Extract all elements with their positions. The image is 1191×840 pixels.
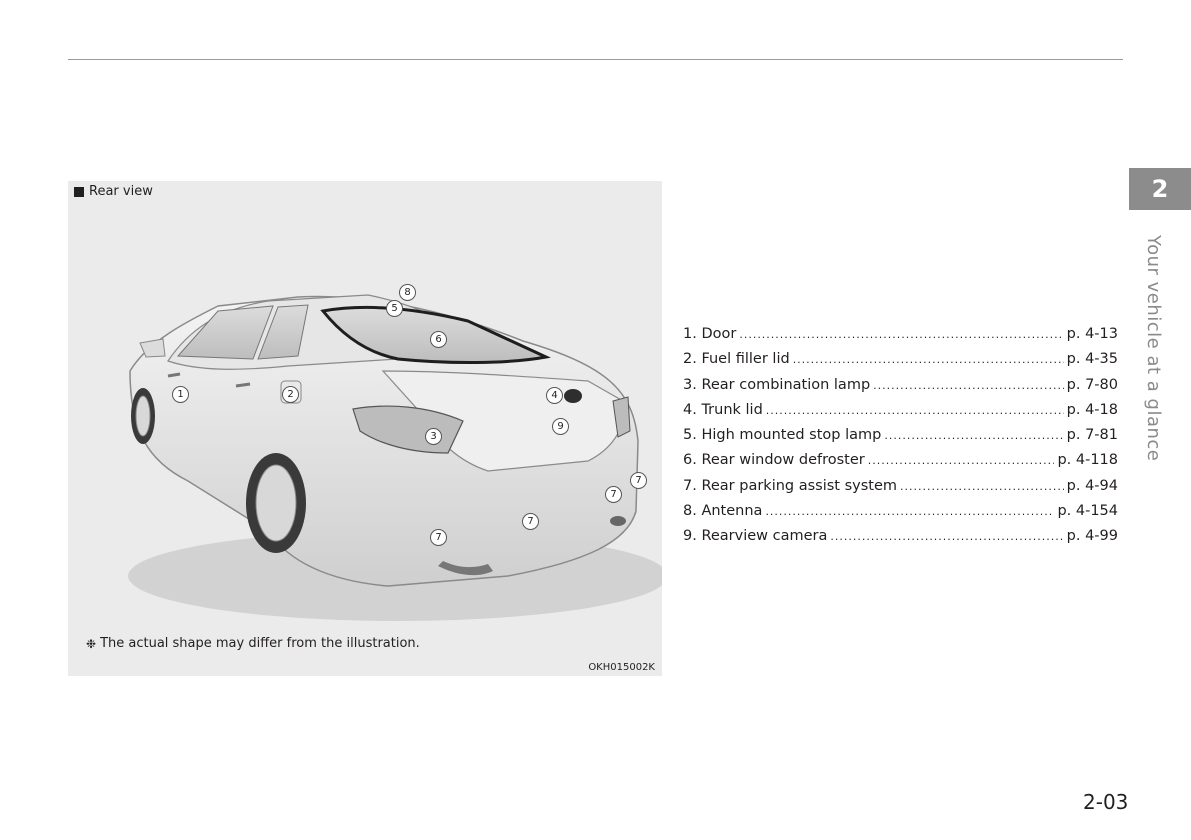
list-item	[683, 402, 1118, 427]
note-symbol: ❉	[86, 636, 97, 651]
callout-9: 9	[552, 418, 569, 435]
figure-heading	[74, 184, 153, 199]
item-label: 5. High mounted stop lamp	[683, 427, 882, 444]
leader-dots	[766, 404, 1064, 417]
leader-dots	[793, 353, 1064, 366]
item-label: 4. Trunk lid	[683, 401, 763, 418]
list-item	[683, 326, 1118, 351]
callout-6: 6	[430, 331, 447, 348]
item-label: 1. Door	[683, 326, 737, 342]
callout-8: 8	[399, 284, 416, 301]
chapter-number: 2	[1151, 175, 1169, 203]
chapter-tab	[1129, 168, 1191, 210]
callout-1: 1	[172, 386, 189, 403]
callout-4: 4	[546, 387, 563, 404]
callout-7c: 7	[522, 513, 539, 530]
callout-5: 5	[386, 300, 403, 317]
figure-note-text: The actual shape may differ from the illustration.	[100, 636, 420, 651]
figure-note	[86, 636, 420, 651]
top-rule	[68, 59, 1123, 60]
item-label: 6. Rear window defroster	[683, 452, 865, 469]
rear-view-figure	[68, 181, 662, 676]
callout-3: 3	[425, 428, 442, 445]
figure-heading-text: Rear view	[89, 184, 153, 199]
page-number: 2-03	[1083, 790, 1129, 814]
figure-code: OKH015002K	[588, 662, 655, 673]
item-label: 7. Rear parking assist system	[683, 477, 898, 494]
item-label: 8. Antenna	[683, 503, 763, 520]
callout-7a: 7	[605, 486, 622, 503]
list-item	[683, 351, 1118, 376]
list-item	[683, 503, 1118, 528]
chapter-title: Your vehicle at a glance	[1143, 235, 1164, 462]
callout-7b: 7	[630, 472, 647, 489]
list-item	[683, 528, 1118, 553]
item-page: p. 4-99	[1066, 528, 1118, 545]
leader-dots	[830, 530, 1063, 543]
callout-2: 2	[282, 386, 299, 403]
heading-square-icon	[74, 187, 84, 197]
item-page: p. 4-18	[1066, 401, 1118, 418]
item-label: 2. Fuel filler lid	[683, 351, 790, 368]
leader-dots	[765, 505, 1054, 518]
leader-dots	[739, 328, 1063, 341]
item-page: p. 7-80	[1066, 376, 1118, 393]
component-list	[683, 326, 1118, 554]
leader-dots	[900, 480, 1064, 493]
item-page: p. 4-35	[1066, 351, 1118, 368]
item-page: p. 7-81	[1066, 427, 1118, 444]
list-item	[683, 377, 1118, 402]
item-page: p. 4-154	[1057, 503, 1118, 520]
leader-dots	[868, 454, 1055, 467]
list-item	[683, 427, 1118, 452]
leader-dots	[873, 379, 1064, 392]
item-label: 3. Rear combination lamp	[683, 376, 871, 393]
list-item	[683, 478, 1118, 503]
leader-dots	[884, 429, 1063, 442]
item-page: p. 4-13	[1066, 326, 1118, 342]
car-rear-illustration	[68, 181, 662, 676]
list-item	[683, 452, 1118, 477]
item-page: p. 4-94	[1066, 477, 1118, 494]
item-label: 9. Rearview camera	[683, 528, 828, 545]
callout-7d: 7	[430, 529, 447, 546]
item-page: p. 4-118	[1057, 452, 1118, 469]
